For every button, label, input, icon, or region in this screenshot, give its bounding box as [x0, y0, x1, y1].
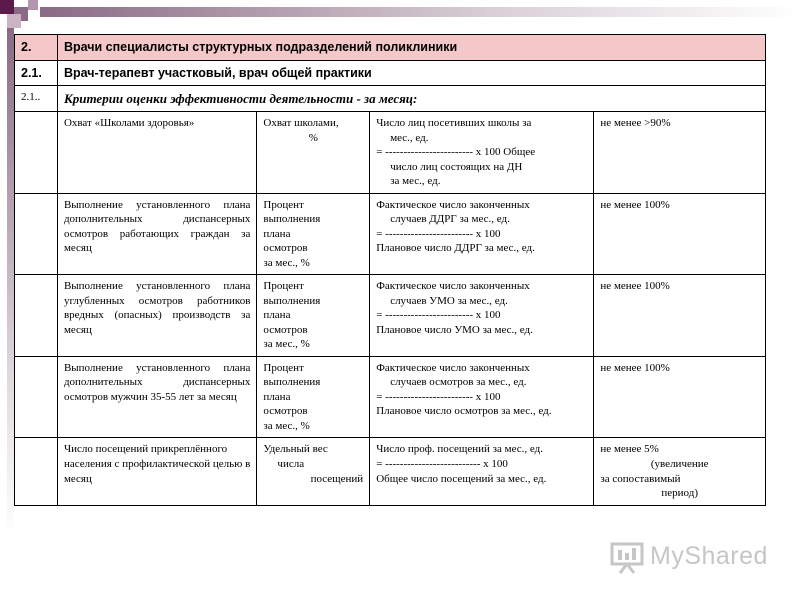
- indicator-cell: [257, 438, 370, 505]
- formula-line: Фактическое число законченных: [376, 361, 530, 374]
- indicator-line: Процент: [263, 280, 304, 293]
- indicator-cell: [257, 193, 370, 275]
- table-row: [15, 438, 766, 505]
- target-cell: не менее >90%: [594, 112, 766, 194]
- target-cell: [594, 438, 766, 505]
- indicator-line: выполнения: [263, 213, 321, 226]
- empty-cell: [15, 275, 58, 357]
- target-line: не менее 5%: [600, 443, 659, 456]
- formula-line: случаев УМО за мес., ед.: [390, 294, 508, 307]
- section-num: 2.1..: [15, 86, 58, 112]
- decor-square-dark: [0, 0, 14, 14]
- decor-left-bar: [7, 28, 14, 538]
- empty-cell: [15, 193, 58, 275]
- table-row: [15, 275, 766, 357]
- indicator-line: плана: [263, 309, 291, 322]
- formula-line: = ------------------------ х 100: [376, 390, 501, 403]
- formula-line: Фактическое число законченных: [376, 280, 530, 293]
- indicator-line: за мес., %: [263, 338, 310, 351]
- watermark-text: MyShared: [650, 542, 768, 570]
- subheader-title: Врач-терапевт участковый, врач общей практики: [57, 60, 765, 86]
- formula-cell: [370, 112, 594, 194]
- target-cell: не менее 100%: [594, 275, 766, 357]
- presentation-board-icon: [608, 540, 648, 574]
- criterion-cell: Число посещений прикреплённого населения с профилактической целью в месяц: [57, 438, 256, 505]
- indicator-line: осмотров: [263, 323, 308, 336]
- header-num: 2.: [15, 35, 58, 61]
- criterion-cell: Выполнение установленного плана дополнительных диспансерных осмотров мужчин 35-55 лет за месяц: [57, 356, 256, 438]
- formula-line: Плановое число ДДРГ за мес., ед.: [376, 242, 535, 255]
- indicator-line: Процент: [263, 198, 304, 211]
- header-row: [15, 35, 766, 61]
- formula-line: мес., ед.: [390, 131, 429, 144]
- target-cell: не менее 100%: [594, 193, 766, 275]
- formula-line: Общее число посещений за мес., ед.: [376, 472, 547, 485]
- indicator-line: Охват школами,: [263, 117, 339, 130]
- indicator-line: осмотров: [263, 242, 308, 255]
- subheader-num: 2.1.: [15, 60, 58, 86]
- table-row: [15, 112, 766, 194]
- formula-cell: [370, 356, 594, 438]
- empty-cell: [15, 112, 58, 194]
- criterion-cell: Охват «Школами здоровья»: [57, 112, 256, 194]
- header-title: Врачи специалисты структурных подразделений поликлиники: [57, 35, 765, 61]
- target-line: за сопоставимый: [600, 472, 681, 485]
- target-line: период): [661, 487, 699, 500]
- indicator-line: Процент: [263, 361, 304, 374]
- indicator-line: выполнения: [263, 376, 321, 389]
- indicator-line: Удельный вес: [263, 443, 328, 456]
- indicator-line: числа: [277, 457, 305, 470]
- indicator-cell: [257, 275, 370, 357]
- section-title: Критерии оценки эффективности деятельности - за месяц:: [57, 86, 765, 112]
- empty-cell: [15, 356, 58, 438]
- criterion-cell: Выполнение установленного плана углубленных осмотров работников вредных (опасных) производств за месяц: [57, 275, 256, 357]
- indicator-line: за мес., %: [263, 256, 310, 269]
- table-row: [15, 356, 766, 438]
- criterion-cell: Выполнение установленного плана дополнительных диспансерных осмотров работающих граждан за месяц: [57, 193, 256, 275]
- indicator-line: посещений: [310, 472, 364, 485]
- indicator-line: %: [308, 131, 318, 144]
- formula-line: Фактическое число законченных: [376, 198, 530, 211]
- indicator-line: осмотров: [263, 405, 308, 418]
- target-line: (увеличение: [650, 457, 709, 470]
- empty-cell: [15, 438, 58, 505]
- indicator-cell: [257, 112, 370, 194]
- formula-cell: [370, 438, 594, 505]
- formula-line: случаев ДДРГ за мес., ед.: [390, 213, 510, 226]
- indicator-line: плана: [263, 227, 291, 240]
- formula-cell: [370, 193, 594, 275]
- target-cell: не менее 100%: [594, 356, 766, 438]
- formula-line: = ------------------------ х 100: [376, 309, 501, 322]
- subheader-row: [15, 60, 766, 86]
- decor-square-small: [28, 0, 38, 10]
- formula-line: за мес., ед.: [390, 175, 441, 188]
- formula-line: случаев осмотров за мес., ед.: [390, 376, 527, 389]
- indicator-line: выполнения: [263, 294, 321, 307]
- formula-line: Плановое число осмотров за мес., ед.: [376, 405, 552, 418]
- formula-line: Плановое число УМО за мес., ед.: [376, 323, 533, 336]
- formula-cell: [370, 275, 594, 357]
- section-row: [15, 86, 766, 112]
- formula-line: = -------------------------- х 100: [376, 457, 508, 470]
- formula-line: = ------------------------ х 100: [376, 227, 501, 240]
- formula-line: = ------------------------ х 100 Общее: [376, 146, 536, 159]
- decor-square-light: [7, 14, 21, 28]
- table-row: [15, 193, 766, 275]
- indicator-cell: [257, 356, 370, 438]
- indicator-line: за мес., %: [263, 419, 310, 432]
- formula-line: число лиц состоящих на ДН: [390, 160, 523, 173]
- formula-line: Число проф. посещений за мес., ед.: [376, 443, 543, 456]
- formula-line: Число лиц посетивших школы за: [376, 117, 532, 130]
- indicator-line: плана: [263, 390, 291, 403]
- criteria-table: [14, 34, 766, 506]
- decor-top-bar: [40, 7, 800, 17]
- watermark-logo: [608, 540, 778, 574]
